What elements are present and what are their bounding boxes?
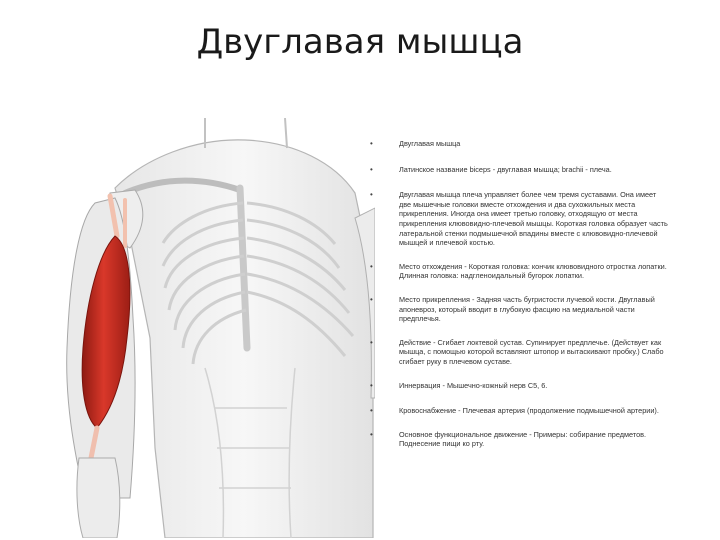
bullet-item: • Место прикрепления - Задняя часть бугристости лучевой кости. Двуглавый апоневроз, который вводит в глубокую фасцию на медиальной части предплечья. <box>370 295 670 324</box>
torso-outline <box>108 118 373 538</box>
bullet-item: • Место отхождения - Короткая головка: кончик клювовидного отростка лопатки. Длинная головка: надгленоидальный бугорок лопатки. <box>370 262 670 281</box>
left-arm <box>67 196 135 538</box>
bullet-item: • Двуглавая мышца плеча управляет более чем тремя суставами. Она имеет две мышечные головки вместе отхождения и два сухожильных места прикрепления. Иногда она имеет третью головку, отходящую от места прикрепления клювовидно-плечевой мышцы. Короткая головка образует часть латеральной стенки подмышечной впадины вместе с клювовидно-плечевой мышцей и плечевой костью. <box>370 190 670 248</box>
bullet-item: • Иннервация - Мышечно-кожный нерв C5, 6. <box>370 381 670 391</box>
anatomy-torso-biceps-illustration <box>55 118 375 538</box>
bullet-item: • Кровоснабжение - Плечевая артерия (продолжение подмышечной артерии). <box>370 406 670 416</box>
slide-title: Двуглавая мышца <box>196 22 524 62</box>
bullet-item: • Двуглавая мышца <box>370 139 670 149</box>
bullet-list <box>370 139 670 463</box>
bullet-item: • Латинское название biceps - двуглавая мышца; brachii - плеча. <box>370 165 670 175</box>
bullet-item: • Действие - Сгибает локтевой сустав. Супинирует предплечье. (Действует как мышца, с помощью которой вставляют штопор и вытаскивают пробку.) Слабо сгибает руку в плечевом суставе. <box>370 338 670 367</box>
bullet-item: • Основное функциональное движение - Примеры: собирание предметов. Поднесение пищи ко рту. <box>370 430 670 449</box>
